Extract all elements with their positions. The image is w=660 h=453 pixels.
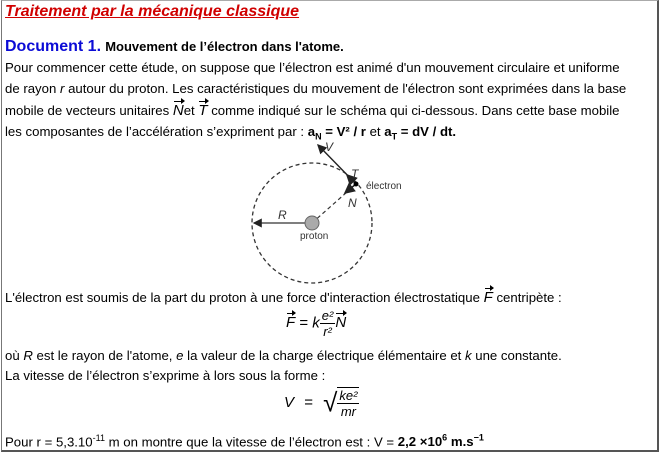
label-N: N: [348, 196, 357, 210]
text: autour du proton. Les caractéristiques du mouvement de l'électron sont exprimées dans la base: [64, 81, 627, 96]
intro-line-2: [5, 78, 626, 99]
text: m.s: [447, 434, 474, 450]
label-proton: proton: [300, 231, 329, 242]
definitions-line: [5, 345, 562, 366]
text: k: [464, 348, 472, 363]
text: 2,2 ×10: [397, 434, 443, 450]
text: Pour r = 5,3.10: [5, 434, 93, 450]
text: et: [183, 103, 199, 118]
denominator: r²: [323, 324, 332, 339]
text: a: [384, 124, 392, 139]
text: e: [176, 348, 184, 363]
denominator: mr: [340, 404, 357, 419]
text: N: [315, 131, 322, 142]
numerator: e²: [321, 308, 334, 323]
text: les composantes de l’accélération s’expriment par :: [5, 124, 308, 139]
fraction: [337, 387, 359, 419]
speed-equation: [284, 387, 359, 419]
text: .: [452, 124, 457, 139]
text: =: [304, 393, 313, 411]
page-title: Traitement par la mécanique classique: [5, 3, 300, 20]
text: de rayon: [5, 81, 60, 96]
text: m on montre que la vitesse de l’électron est : V =: [104, 434, 398, 450]
vector-N: N: [172, 102, 184, 119]
text: comme indiqué sur le schéma qui ci-dessous. Dans cette base mobile: [207, 103, 620, 118]
text: centripète :: [492, 290, 562, 305]
fraction: [320, 308, 336, 339]
document-number: Document 1.: [5, 38, 102, 55]
text: et: [365, 124, 385, 139]
numerator: ke²: [339, 388, 358, 403]
text: une constante.: [471, 348, 562, 363]
vector-N: N: [335, 314, 347, 332]
document-subtitle: Mouvement de l’électron dans l'atome.: [105, 39, 344, 54]
intro-line-1: Pour commencer cette étude, on suppose que l’électron est animé d'un mouvement circulaire et uniforme: [5, 60, 620, 75]
label-electron: électron: [366, 181, 402, 192]
force-line: [5, 287, 562, 308]
text: V: [284, 393, 295, 411]
label-T: T: [351, 167, 359, 181]
text: où: [5, 348, 24, 363]
var-r: r: [60, 81, 65, 96]
text: =: [295, 314, 313, 332]
text: -11: [92, 433, 105, 443]
label-V: V: [325, 140, 334, 154]
vector-F: F: [483, 289, 493, 306]
text: T: [391, 131, 398, 142]
result-line: [5, 428, 484, 452]
text: R: [23, 348, 33, 363]
atom-diagram: [230, 135, 430, 285]
speed-intro: La vitesse de l’électron s’exprime à lors sous la forme :: [5, 368, 326, 383]
document-heading: [5, 38, 344, 56]
text: a: [307, 124, 316, 139]
text: est le rayon de l'atome,: [32, 348, 177, 363]
label-R: R: [278, 208, 287, 222]
text: la valeur de la charge électrique élémentaire et: [183, 348, 465, 363]
vector-F: F: [286, 314, 296, 332]
text: 6: [442, 433, 448, 443]
intro-line-3: [5, 100, 620, 121]
vector-T: T: [198, 102, 208, 119]
text: L'électron est soumis de la part du proton à une force d'interaction électrostatique: [5, 290, 484, 305]
text: = V² / r: [321, 124, 366, 139]
text: −1: [473, 433, 484, 443]
force-equation: [286, 308, 346, 339]
text: = dV / dt: [397, 124, 453, 139]
text: k: [312, 314, 320, 332]
text: mobile de vecteurs unitaires: [5, 103, 173, 118]
sqrt-sign: √: [323, 387, 338, 418]
